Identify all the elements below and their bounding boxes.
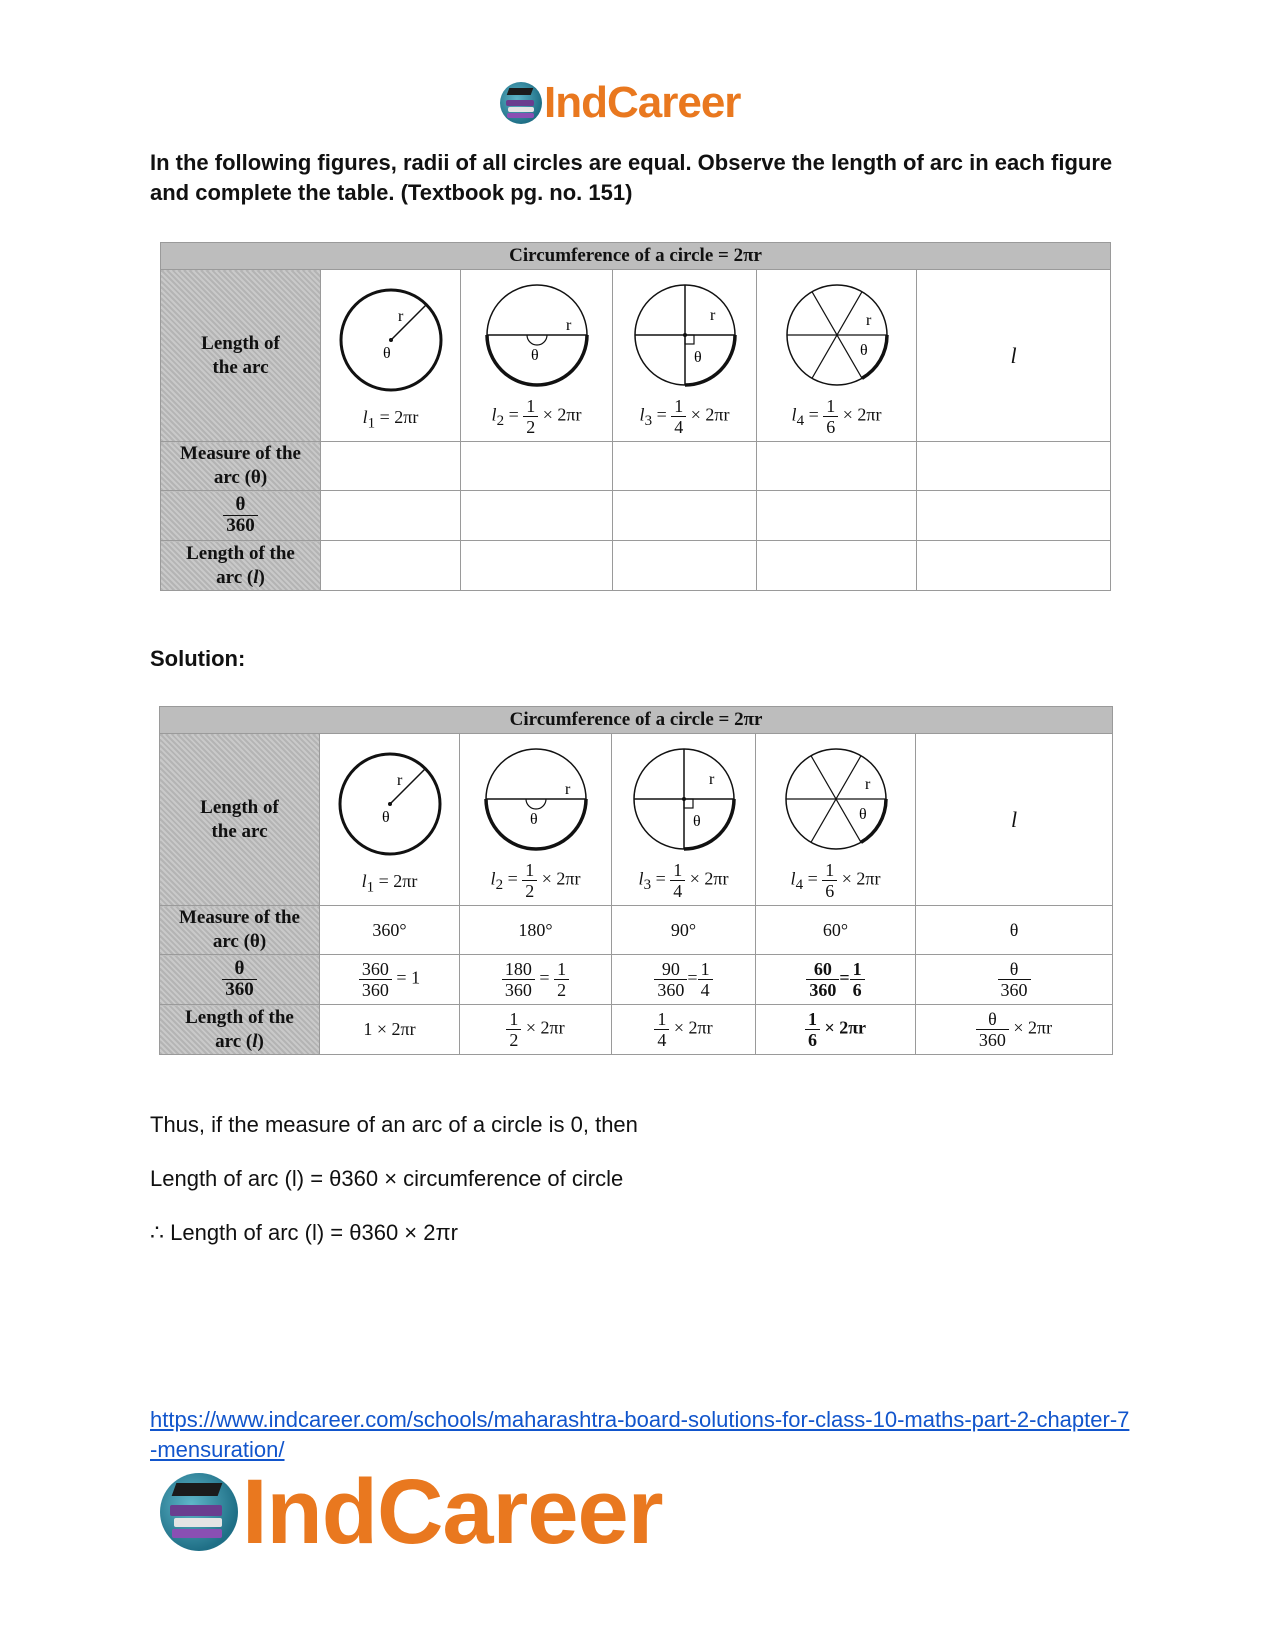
solution-table — [159, 706, 1113, 1055]
question-text: In the following figures, radii of all circles are equal. Observe the length of arc in each figure and complete the table. (Textbook pg. no. 151) — [150, 150, 1113, 205]
quarter-circle-figure — [629, 744, 739, 854]
arclength-cell: $\frac{1}{6}$ × 2πr — [756, 1005, 916, 1055]
figure-cell-half: r θ $l_2$ = $\frac{1}{2}$ × 2πr — [461, 270, 613, 442]
svg-text:θ: θ — [858, 806, 867, 823]
arclength-cell: $\frac{1}{4}$ × 2πr — [612, 1005, 756, 1055]
measure-cell: 360° — [320, 906, 460, 955]
source-link[interactable]: https://www.indcareer.com/schools/maharashtra-board-solutions-for-class-10-maths-part-2-chapter-7-mensuration/ — [150, 1407, 1130, 1462]
svg-text:θ: θ — [530, 347, 539, 364]
logo-bottom — [160, 1462, 663, 1562]
figure-cell-quarter: r θ $l_3$ = $\frac{1}{4}$ × 2πr — [613, 270, 757, 442]
row-label-ratio: $\frac{\theta}{360}$ — [161, 491, 321, 541]
full-circle-figure — [336, 285, 446, 395]
figure-cell-full: r θ $l_1 = 2\pi r$ — [320, 734, 460, 906]
figure-cell-sixth: r θ $l_4$ = $\frac{1}{6}$ × 2πr — [756, 734, 916, 906]
arclength-cell: $\frac{1}{2}$ × 2πr — [460, 1005, 612, 1055]
svg-text:θ: θ — [382, 344, 391, 362]
figure-cell-full: r θ $l_1 = 2\pi r$ — [321, 270, 461, 442]
formula-line: Length of arc (l) = θ360 × circumference of circle — [150, 1166, 624, 1191]
arclength-cell: 1 × 2πr — [320, 1005, 460, 1055]
svg-text:θ: θ — [859, 342, 868, 359]
row-label-length: Length of the arc — [161, 270, 321, 442]
svg-text:θ: θ — [381, 808, 390, 826]
quarter-circle-figure — [630, 280, 740, 390]
row-label-ratio: $\frac{\theta}{360}$ — [160, 955, 320, 1005]
measure-cell: 60° — [756, 906, 916, 955]
row-label-arclength: Length of the arc (l) — [160, 1005, 320, 1055]
table-caption: Circumference of a circle = 2πr — [161, 243, 1111, 270]
logo-top — [500, 78, 740, 128]
half-circle-figure — [481, 744, 591, 854]
svg-text:θ: θ — [529, 811, 538, 828]
arclength-cell: $\frac{\theta}{360}$ × 2πr — [916, 1005, 1113, 1055]
figure-cell-quarter: r θ $l_3$ = $\frac{1}{4}$ × 2πr — [612, 734, 756, 906]
general-cell: l — [917, 270, 1111, 442]
solution-label: Solution: — [150, 646, 246, 671]
half-circle-figure — [482, 280, 592, 390]
ratio-cell: $\frac{90}{360}$ = $\frac{1}{4}$ — [612, 955, 756, 1005]
formula-line-final: ∴ Length of arc (l) = θ360 × 2πr — [150, 1220, 459, 1245]
ratio-cell: $\frac{360}{360}$ = 1 — [320, 955, 460, 1005]
svg-text:r: r — [397, 307, 403, 325]
svg-text:r: r — [709, 307, 715, 324]
row-label-length: Length of the arc — [160, 734, 320, 906]
sixth-circle-figure — [781, 744, 891, 854]
svg-text:r: r — [865, 312, 871, 329]
svg-text:r: r — [565, 317, 571, 334]
row-label-arclength: Length of the arc (l) — [161, 541, 321, 591]
row-label-measure: Measure of the arc (θ) — [160, 906, 320, 955]
ratio-cell: $\frac{180}{360}$ = $\frac{1}{2}$ — [460, 955, 612, 1005]
brand-name: IndCareer — [242, 1461, 663, 1563]
svg-text:r: r — [708, 771, 714, 788]
ratio-cell: $\frac{60}{360}$ = $\frac{1}{6}$ — [756, 955, 916, 1005]
question-table — [160, 242, 1111, 591]
table-caption: Circumference of a circle = 2πr — [160, 707, 1113, 734]
indcareer-logo-icon — [500, 82, 542, 124]
figure-cell-half: r θ $l_2$ = $\frac{1}{2}$ × 2πr — [460, 734, 612, 906]
measure-cell: θ — [916, 906, 1113, 955]
full-circle-figure — [335, 749, 445, 859]
sixth-circle-figure — [782, 280, 892, 390]
row-label-measure: Measure of the arc (θ) — [161, 442, 321, 491]
measure-cell: 90° — [612, 906, 756, 955]
measure-cell: 180° — [460, 906, 612, 955]
svg-text:θ: θ — [693, 349, 702, 366]
indcareer-logo-icon — [160, 1473, 238, 1551]
conclusion-line: Thus, if the measure of an arc of a circle is 0, then — [150, 1112, 638, 1137]
general-cell: l — [916, 734, 1113, 906]
svg-text:r: r — [864, 776, 870, 793]
ratio-cell: $\frac{\theta}{360}$ — [916, 955, 1113, 1005]
svg-text:r: r — [564, 781, 570, 798]
svg-text:θ: θ — [692, 813, 701, 830]
brand-name: IndCareer — [544, 78, 741, 127]
svg-text:r: r — [396, 771, 402, 789]
figure-cell-sixth: r θ $l_4$ = $\frac{1}{6}$ × 2πr — [757, 270, 917, 442]
